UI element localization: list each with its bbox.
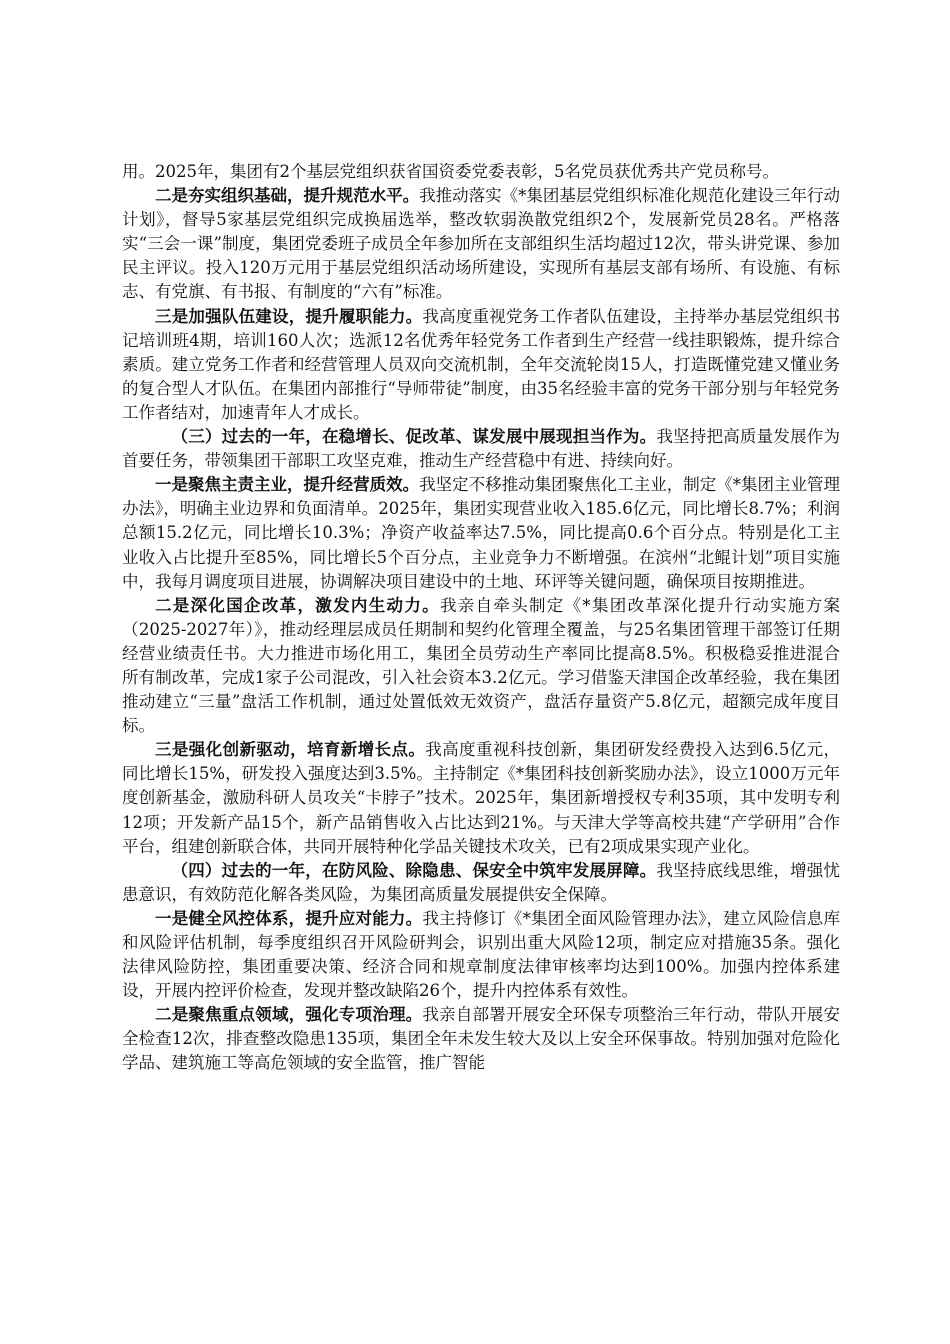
paragraph-lead: 三是加强队伍建设，提升履职能力。 <box>155 306 423 326</box>
paragraph-text: 我主持修订《*集团全面风险管理办法》，建立风险信息库和风险评估机制，每季度组织召开风险研判会，识别出重大风险12项，制定应对措施35条。强化法律风险防控，集团重要决策、经济合同和规章制度法律审核率均达到100%。加强内控体系建设，开展内控评价检查，发现并整改缺陷26个，提升内控体系有效性。 <box>122 908 841 1001</box>
paragraph-text: 我推动落实《*集团基层党组织标准化规范化建设三年行动计划》，督导5家基层党组织完成换届选举，整改软弱涣散党组织2个，发展新党员28名。严格落实“三会一课”制度，集团党委班子成员全年参加所在支部组织生活均超过12次，带头讲党课、参加民主评议。投入120万元用于基层党组织活动场所建设，实现所有基层支部有场所、有设施、有标志、有党旗、有书报、有制度的“六有”标准。 <box>122 186 841 302</box>
paragraph-team-building <box>122 305 840 425</box>
paragraph-text: 我坚定不移推动集团聚焦化工主业，制定《*集团主业管理办法》，明确主业边界和负面清单。2025年，集团实现营业收入185.6亿元，同比增长8.7%；利润总额15.2亿元，同比增长10.3%；净资产收益率达7.5%，同比提高0.6个百分点。特别是化工主业收入占比提升至85%，同比增长5个百分点，主业竞争力不断增强。在滨州“北鲲计划”项目实施中，我每月调度项目进展，协调解决项目建设中的土地、环评等关键问题，确保项目按期推进。 <box>122 475 841 591</box>
section-lead: （四）过去的一年，在防风险、除隐患、保安全中筑牢发展屏障。 <box>171 860 657 880</box>
paragraph-soe-reform <box>122 594 840 739</box>
paragraph-text: 我坚持底线思维，增强忧患意识，有效防范化解各类风险，为集团高质量发展提供安全保障。 <box>122 860 841 904</box>
paragraph-organization-foundation <box>122 184 840 304</box>
paragraph-special-governance <box>122 1003 840 1075</box>
paragraph-text: 我坚持把高质量发展作为首要任务，带领集团干部职工攻坚克难，推动生产经营稳中有进、持续向好。 <box>122 427 841 471</box>
paragraph-lead: 二是深化国企改革，激发内生动力。 <box>155 595 440 615</box>
paragraph-lead: 二是聚焦重点领域，强化专项治理。 <box>155 1005 423 1025</box>
paragraph-lead: 一是聚焦主责主业，提升经营质效。 <box>155 475 420 495</box>
paragraph-core-business <box>122 473 840 593</box>
paragraph-text: 我亲自牵头制定《*集团改革深化提升行动实施方案（2025-2027年）》，推动经理层成员任期制和契约化管理全覆盖，与25名集团管理干部签订任期经营业绩责任书。大力推进市场化用工，集团全员劳动生产率同比提高8.5%。积极稳妥推进混合所有制改革，完成1家子公司混改，引入社会资本3.2亿元。学习借鉴天津国企改革经验，我在集团推动建立“三量”盘活工作机制，通过处置低效无效资产，盘活存量资产5.8亿元，超额完成年度目标。 <box>122 595 841 736</box>
paragraph-lead: 三是强化创新驱动，培育新增长点。 <box>155 740 426 760</box>
paragraph-lead: 一是健全风控体系，提升应对能力。 <box>155 908 423 928</box>
document-page <box>122 160 840 1076</box>
paragraph-text: 我亲自部署开展安全环保专项整治三年行动，带队开展安全检查12次，排查整改隐患135项，集团全年未发生较大及以上安全环保事故。特别加强对危险化学品、建筑施工等高危领域的安全监管，推广智能 <box>122 1005 841 1073</box>
section-heading-risk-safety <box>122 859 840 907</box>
section-lead: （三）过去的一年，在稳增长、促改革、谋发展中展现担当作为。 <box>171 427 657 447</box>
paragraph-text: 用。2025年，集团有2个基层党组织获省国资委党委表彰，5名党员获优秀共产党员称号。 <box>122 162 779 181</box>
paragraph-continuation <box>122 160 840 184</box>
paragraph-lead: 二是夯实组织基础，提升规范水平。 <box>155 186 420 206</box>
paragraph-text: 我高度重视科技创新，集团研发经费投入达到6.5亿元，同比增长15%，研发投入强度达到3.5%。主持制定《*集团科技创新奖励办法》，设立1000万元年度创新基金，激励科研人员攻关“卡脖子”技术。2025年，集团新增授权专利35项，其中发明专利12项；开发新产品15个，新产品销售收入占比达到21%。与天津大学等高校共建“产学研用”合作平台，组建创新联合体，共同开展特种化学品关键技术攻关，已有2项成果实现产业化。 <box>122 740 840 856</box>
paragraph-innovation <box>122 738 840 858</box>
paragraph-text: 我高度重视党务工作者队伍建设，主持举办基层党组织书记培训班4期，培训160人次；选派12名优秀年轻党务工作者到生产经营一线挂职锻炼，提升综合素质。建立党务工作者和经营管理人员双向交流机制，全年交流轮岗15人，打造既懂党建又懂业务的复合型人才队伍。在集团内部推行“导师带徒”制度，由35名经验丰富的党务干部分别与年轻党务工作者结对，加速青年人才成长。 <box>122 306 841 422</box>
paragraph-risk-control <box>122 907 840 1003</box>
section-heading-growth-reform <box>122 425 840 473</box>
